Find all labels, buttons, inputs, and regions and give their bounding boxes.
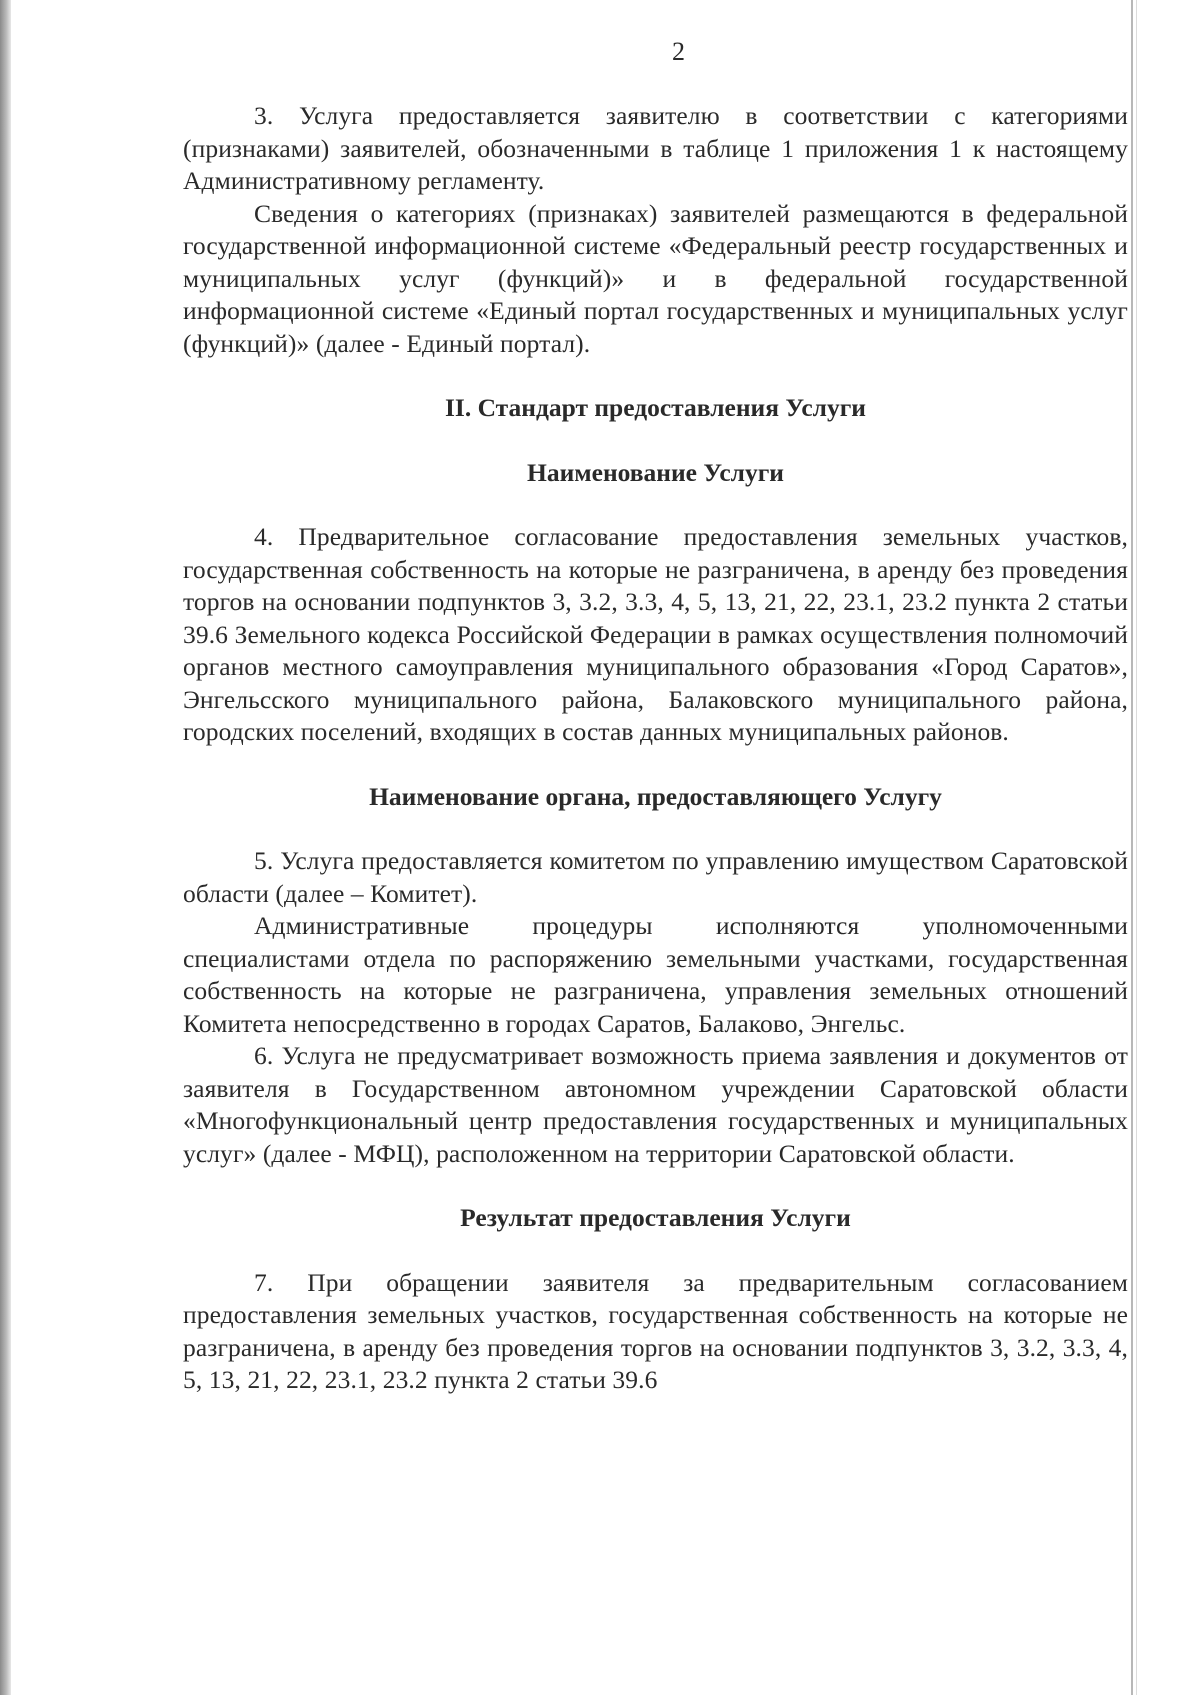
section-heading: II. Стандарт предоставления Услуги xyxy=(445,393,866,422)
subheading-service-name: Наименование Услуги xyxy=(527,457,784,487)
paragraph-5-procedures: Административные процедуры исполняются уполномоченными специалистами отдела по распоряжению земельными участками, государственная собственность на которые не разграничена, управления земельных отношений Комитета непосредственно в городах Саратов, Балаково, Энгельс. xyxy=(183,911,1128,1038)
subheading-result: Результат предоставления Услуги xyxy=(460,1203,851,1232)
paragraph-3: 3. Услуга предоставляется заявителю в соответствии с категориями (признаками) заявителей, обозначенными в таблице 1 приложения 1 к настоящему Административному регламенту. xyxy=(183,101,1128,195)
page-number: 2 xyxy=(672,37,685,66)
paragraph-3-info: Сведения о категориях (признаках) заявителей размещаются в федеральной государственной информационной системе «Федеральный реестр государственных и муниципальных услуг (функций)» и в федеральной государственной информационной системе «Единый портал государственных и муниципальных услуг (функций)» (далее - Единый портал). xyxy=(183,198,1128,358)
subheading-organ: Наименование органа, предоставляющего Услугу xyxy=(369,781,942,811)
document-body xyxy=(183,100,1128,1397)
paragraph-7: 7. При обращении заявителя за предварительным согласованием предоставления земельных участков, государственная собственность на которые не разграничена, в аренду без проведения торгов на основании подпунктов 3, 3.2, 3.3, 4, 5, 13, 21, 22, 23.1, 23.2 пункта 2 статьи 39.6 xyxy=(183,1267,1128,1394)
paragraph-6: 6. Услуга не предусматривает возможность приема заявления и документов от заявителя в Государственном автономном учреждении Саратовской области «Многофункциональный центр предоставления государственных и муниципальных услуг» (далее - МФЦ), расположенном на территории Саратовской области. xyxy=(183,1041,1128,1168)
scan-right-border-shadow xyxy=(1136,0,1137,1695)
paragraph-4: 4. Предварительное согласование предоставления земельных участков, государственная собственность на которые не разграничена, в аренду без проведения торгов на основании подпунктов 3, 3.2, 3.3, 4, 5, 13, 21, 22, 23.1, 23.2 пункта 2 статьи 39.6 Земельного кодекса Российской Федерации в рамках осуществления полномочий органов местного самоуправления муниципального образования «Город Саратов», Энгельсского муниципального района, Балаковского муниципального района, городских поселений, входящих в состав данных муниципальных районов. xyxy=(183,522,1128,746)
scan-left-edge xyxy=(0,0,11,1695)
scan-right-border xyxy=(1131,0,1133,1695)
paragraph-5: 5. Услуга предоставляется комитетом по управлению имуществом Саратовской области (далее – Комитет). xyxy=(183,846,1128,908)
